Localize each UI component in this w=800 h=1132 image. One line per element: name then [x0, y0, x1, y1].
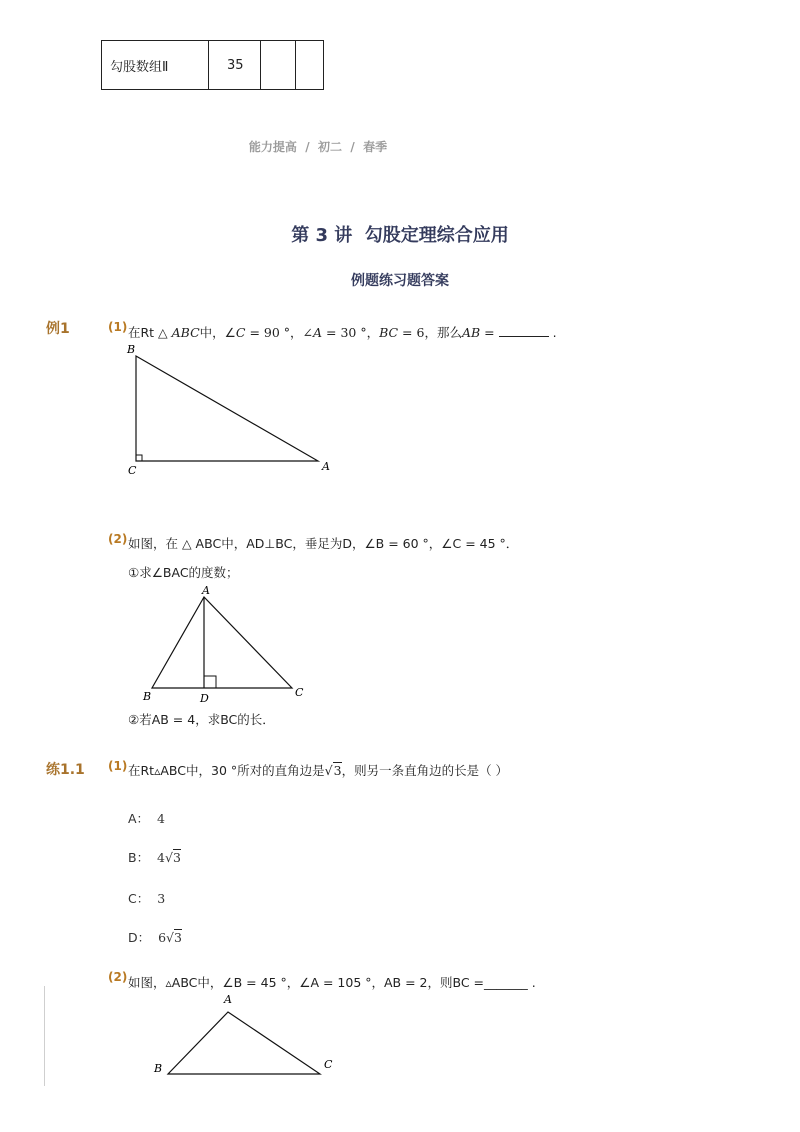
vertex-label-c: C	[128, 464, 137, 477]
triangle-shape	[136, 356, 318, 461]
table-cell-value: 35	[209, 41, 261, 90]
vertex-label-d: D	[200, 692, 209, 704]
right-angle-mark	[204, 676, 216, 688]
right-angle-mark	[136, 455, 142, 461]
option-c[interactable]: C： 3	[128, 891, 166, 906]
triangle-shape	[168, 1012, 320, 1074]
vertex-label-c: C	[295, 686, 304, 699]
question-text: 在Rt▵ABC中，30 °所对的直角边是√3，则另一条直角边的长是（ ）	[128, 763, 509, 778]
table-cell-label: 勾股数组Ⅱ	[102, 41, 209, 90]
triangle-shape	[152, 597, 292, 688]
breadcrumb: 能力提高 / 初二 / 春季	[248, 140, 388, 154]
option-a[interactable]: A： 4	[128, 811, 165, 826]
right-triangle-figure	[120, 340, 340, 480]
table-row	[102, 41, 324, 90]
vertex-label-c: C	[324, 1058, 333, 1071]
question-text: 如图，在 △ ABC中，AD⊥BC，垂足为D，∠B = 60 °，∠C = 45 °．	[128, 536, 519, 551]
table-cell-empty	[261, 41, 296, 90]
practice-label: 练1.1	[46, 762, 85, 778]
example-label: 例1	[46, 321, 70, 337]
answer-table	[101, 40, 324, 90]
question-number: (1)	[108, 320, 128, 334]
question-text: 在Rt △ ABC中，∠C = 90 °，∠A = 30 °，BC = 6，那么AB = .	[128, 325, 557, 340]
margin-rule	[44, 986, 45, 1086]
sub-question: ①求∠BAC的度数；	[128, 565, 239, 580]
sub-question: ②若AB = 4，求BC的长．	[128, 712, 275, 727]
vertex-label-b: B	[154, 1062, 163, 1075]
altitude-triangle-figure	[140, 582, 315, 704]
page-subtitle: 例题练习题答案	[351, 273, 449, 289]
option-b[interactable]: B： 4√3	[128, 850, 181, 865]
question-number: (1)	[108, 759, 128, 773]
question-number: (2)	[108, 970, 128, 984]
option-d[interactable]: D： 6√3	[128, 930, 182, 945]
page-title: 第 3 讲 勾股定理综合应用	[291, 225, 509, 246]
table-cell-empty	[296, 41, 324, 90]
question-text: 如图，▵ABC中，∠B = 45 °，∠A = 105 °，AB = 2，则BC =_______ .	[128, 975, 536, 990]
vertex-label-b: B	[143, 690, 152, 703]
answer-blank	[499, 324, 549, 337]
question-number: (2)	[108, 532, 128, 546]
vertex-label-a: A	[202, 584, 210, 597]
vertex-label-b: B	[127, 343, 136, 356]
obtuse-triangle-figure	[150, 990, 350, 1085]
vertex-label-a: A	[322, 460, 330, 473]
vertex-label-a: A	[224, 993, 232, 1006]
